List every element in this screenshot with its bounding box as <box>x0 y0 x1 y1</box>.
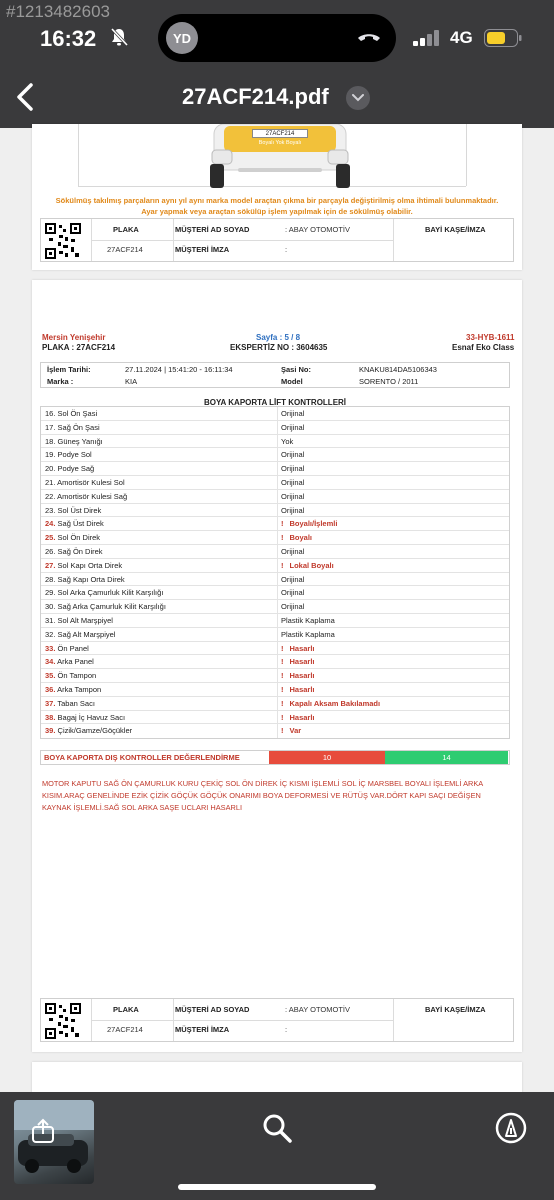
cell-divider <box>277 435 278 448</box>
caller-avatar: YD <box>166 22 198 54</box>
sig-divider <box>91 1020 393 1021</box>
check-result <box>281 450 304 459</box>
check-result-text: Orijinal <box>281 491 305 501</box>
check-result <box>281 478 304 487</box>
battery-icon <box>484 29 522 47</box>
checks-table <box>40 406 510 739</box>
home-indicator[interactable] <box>178 1184 376 1190</box>
check-name: Güneş Yanığı <box>57 436 103 446</box>
check-name: Amortisör Kulesi Sol <box>57 477 125 487</box>
date-label: İşlem Tarihi: <box>47 365 91 374</box>
check-number: 24. <box>45 519 56 529</box>
table-row <box>41 642 509 656</box>
check-number: 38. <box>45 712 56 722</box>
cell-divider <box>277 683 278 696</box>
table-row <box>41 614 509 628</box>
evaluation-good-count: 14 <box>385 751 508 764</box>
check-result <box>281 423 304 432</box>
table-row <box>41 573 509 587</box>
check-label <box>45 602 166 611</box>
share-icon[interactable] <box>30 1118 56 1144</box>
customer-sign-label: MÜŞTERİ İMZA <box>175 245 230 254</box>
alert-icon: ! <box>281 560 284 570</box>
alert-icon: ! <box>281 519 284 529</box>
check-number: 28. <box>45 574 56 584</box>
bell-slash-icon <box>110 27 128 47</box>
check-number: 36. <box>45 684 56 694</box>
check-number: 27. <box>45 560 56 570</box>
sig-divider <box>393 999 394 1041</box>
table-row <box>41 697 509 711</box>
cell-divider <box>277 407 278 420</box>
check-result <box>281 561 334 570</box>
cell-divider <box>277 476 278 489</box>
check-result-text: Boyalı <box>289 533 313 543</box>
check-number: 17. <box>45 422 56 432</box>
alert-icon: ! <box>281 533 284 543</box>
check-number: 31. <box>45 615 56 625</box>
customer-name-value: : ABAY OTOMOTİV <box>285 225 351 234</box>
check-label <box>45 533 100 542</box>
check-label <box>45 616 113 625</box>
check-label <box>45 699 95 708</box>
check-result-text: Lokal Boyalı <box>289 560 334 570</box>
check-label <box>45 506 101 515</box>
check-name: Arka Panel <box>57 657 94 667</box>
cell-divider <box>277 545 278 558</box>
cell-divider <box>277 655 278 668</box>
vehicle-info-box <box>40 362 510 388</box>
brand-label: Marka : <box>47 377 74 386</box>
check-result-text: Orijinal <box>281 450 305 460</box>
alert-icon: ! <box>281 698 284 708</box>
expert-remarks: MOTOR KAPUTU SAĞ ÖN ÇAMURLUK KURU ÇEKİÇ SOL ÖN DİREK İÇ KISMI İŞLEMLİ SOL İÇ MARSBEL BOYALI İŞLEMLİ ARKA KISIM.ARAÇ GENELİNDE EZİK ÇİZİK GÖÇÜK GÖÇÜK ONARIMI BOYA DEFORMESİ VE RÜTÜŞ VAR.DÖRT KAPI SAÇI DEĞİŞEN KAYNAK İŞLEMLİ.SAĞ SOL ARKA SAŞE UCLARI HASARLI <box>42 779 483 812</box>
check-result <box>281 575 304 584</box>
check-result-text: Orijinal <box>281 505 305 515</box>
signature-table <box>40 998 514 1042</box>
check-label <box>45 547 103 556</box>
check-label <box>45 409 97 418</box>
check-label <box>45 437 103 446</box>
branch-code: 33-HYB-1611 <box>466 333 515 342</box>
plate-line: PLAKA : 27ACF214 <box>42 343 116 352</box>
plaka-label: PLAKA <box>113 1005 139 1014</box>
check-result-text: Kapalı Aksam Bakılamadı <box>289 698 381 708</box>
check-name: Sol Alt Marşpiyel <box>57 615 113 625</box>
check-result-text: Orijinal <box>281 588 305 598</box>
cell-divider <box>277 462 278 475</box>
chassis-label: Şasi No: <box>281 365 312 374</box>
table-row <box>41 421 509 435</box>
check-label <box>45 575 125 584</box>
table-row <box>41 655 509 669</box>
document-title[interactable]: 27ACF214.pdf <box>182 84 329 109</box>
table-row <box>41 407 509 421</box>
check-name: Sol Ön Direk <box>57 533 101 543</box>
check-result <box>281 409 304 418</box>
check-result-text: Hasarlı <box>289 643 315 653</box>
check-name: Sağ Kapı Orta Direk <box>57 574 125 584</box>
table-row <box>41 711 509 725</box>
check-name: Sol Ön Şasi <box>57 409 98 418</box>
check-label <box>45 671 96 680</box>
check-result <box>281 588 304 597</box>
check-result-text: Yok <box>281 436 294 446</box>
back-chevron-icon[interactable] <box>14 82 38 112</box>
brand-value: KIA <box>125 377 138 386</box>
check-number: 20. <box>45 464 56 474</box>
check-label <box>45 561 122 570</box>
check-number: 37. <box>45 698 56 708</box>
status-time: 16:32 <box>40 26 97 51</box>
check-name: Amortisör Kulesi Sağ <box>57 491 128 501</box>
check-result-text: Plastik Kaplama <box>281 629 335 639</box>
package-name: Esnaf Eko Class <box>452 343 515 352</box>
chassis-value: KNAKU814DA5106343 <box>359 365 437 374</box>
check-number: 30. <box>45 602 56 612</box>
check-result-text: Hasarlı <box>289 657 315 667</box>
cell-divider <box>277 711 278 724</box>
check-result <box>281 671 315 680</box>
table-row <box>41 435 509 449</box>
cell-divider <box>277 614 278 627</box>
customer-sign-value: : <box>285 245 288 254</box>
plaka-value: 27ACF214 <box>107 1025 143 1034</box>
check-number: 26. <box>45 546 56 556</box>
markup-pen-icon[interactable] <box>495 1112 527 1144</box>
table-row <box>41 545 509 559</box>
check-label <box>45 726 132 735</box>
check-result-text: Hasarlı <box>289 712 315 722</box>
check-number: 18. <box>45 436 56 446</box>
notice-line-1: Sökülmüş takılmış parçaların aynı yıl aynı marka model araçtan çıkma bir parçayla değiştirilmiş olma ihtimali bulunmaktadır. <box>55 196 499 205</box>
chevron-down-icon <box>352 94 364 102</box>
check-result-text: Var <box>289 726 302 736</box>
notice-line-2: Ayar yapmak veya araçtan sökülüp işlem yapılmak için de sökülmüş olabilir. <box>141 207 413 216</box>
check-number: 23. <box>45 505 56 515</box>
check-number: 32. <box>45 629 56 639</box>
check-name: Sağ Ön Şasi <box>57 422 100 432</box>
cell-divider <box>277 517 278 530</box>
customer-sign-value: : <box>285 1025 288 1034</box>
alert-icon: ! <box>281 657 284 667</box>
check-label <box>45 685 101 694</box>
check-result-text: Orijinal <box>281 464 305 474</box>
check-label <box>45 423 100 432</box>
evaluation-label: BOYA KAPORTA DIŞ KONTROLLER DEĞERLENDİRME <box>44 753 240 762</box>
check-name: Podye Sağ <box>57 464 95 474</box>
check-result <box>281 602 304 611</box>
plaka-label: PLAKA <box>113 225 139 234</box>
evaluation-bad-count: 10 <box>269 751 385 764</box>
table-row <box>41 448 509 462</box>
table-row <box>41 628 509 642</box>
alert-icon: ! <box>281 643 284 653</box>
check-result-text: Plastik Kaplama <box>281 615 335 625</box>
top-bar <box>0 0 554 128</box>
dynamic-island[interactable] <box>158 14 396 62</box>
check-result <box>281 726 301 735</box>
plate-badge: 27ACF214 <box>252 129 308 138</box>
cell-divider <box>277 421 278 434</box>
check-result-text: Orijinal <box>281 546 305 556</box>
cell-divider <box>277 697 278 710</box>
check-number: 33. <box>45 643 56 653</box>
qr-code-icon <box>45 223 81 259</box>
check-label <box>45 630 115 639</box>
check-result <box>281 464 304 473</box>
table-row <box>41 683 509 697</box>
check-result <box>281 713 315 722</box>
check-name: Ön Tampon <box>57 671 97 681</box>
check-label <box>45 478 125 487</box>
model-value: SORENTO / 2011 <box>359 377 419 386</box>
check-number: 29. <box>45 588 56 598</box>
date-value: 27.11.2024 | 15:41:20 - 16:11:34 <box>125 365 233 374</box>
check-number: 19. <box>45 450 56 460</box>
diagram-frame-left <box>78 124 79 186</box>
cell-divider <box>277 600 278 613</box>
check-result <box>281 519 337 528</box>
check-label <box>45 464 94 473</box>
table-row <box>41 600 509 614</box>
check-name: Sağ Üst Direk <box>57 519 104 529</box>
check-number: 34. <box>45 657 56 667</box>
check-name: Sol Üst Direk <box>57 505 102 515</box>
check-name: Taban Sacı <box>57 698 95 708</box>
cell-divider <box>277 504 278 517</box>
check-label <box>45 644 89 653</box>
check-result-text: Orijinal <box>281 477 305 487</box>
sig-divider <box>393 219 394 261</box>
check-name: Sağ Alt Marşpiyel <box>57 629 116 639</box>
check-number: 21. <box>45 477 56 487</box>
alert-icon: ! <box>281 726 284 736</box>
title-menu-button[interactable] <box>346 86 370 110</box>
section-title: BOYA KAPORTA LİFT KONTROLLERİ <box>203 398 347 407</box>
check-result <box>281 547 304 556</box>
table-row <box>41 669 509 683</box>
check-label <box>45 519 104 528</box>
table-row <box>41 531 509 545</box>
check-name: Sağ Arka Çamurluk Kilit Karşılığı <box>57 602 166 612</box>
alert-icon: ! <box>281 671 284 681</box>
check-result <box>281 657 315 666</box>
customer-name-label: MÜŞTERİ AD SOYAD <box>175 225 250 234</box>
check-name: Sol Kapı Orta Direk <box>57 560 123 570</box>
plaka-value: 27ACF214 <box>107 245 143 254</box>
customer-name-value: : ABAY OTOMOTİV <box>285 1005 351 1014</box>
model-label: Model <box>281 377 303 386</box>
cell-divider <box>277 669 278 682</box>
check-result-text: Hasarlı <box>289 684 315 694</box>
check-result-text: Orijinal <box>281 602 305 612</box>
sig-divider <box>91 240 393 241</box>
check-label <box>45 657 94 666</box>
alert-icon: ! <box>281 712 284 722</box>
table-row <box>41 517 509 531</box>
check-result-text: Boyalı/İşlemli <box>289 519 338 529</box>
cell-divider <box>277 559 278 572</box>
cell-divider <box>277 573 278 586</box>
cell-divider <box>277 490 278 503</box>
check-label <box>45 588 163 597</box>
table-row <box>41 476 509 490</box>
cell-divider <box>277 531 278 544</box>
check-result-text: Hasarlı <box>289 671 315 681</box>
check-number: 25. <box>45 533 56 543</box>
table-row <box>41 724 509 738</box>
pdf-page-current <box>32 280 522 1052</box>
check-name: Arka Tampon <box>57 684 102 694</box>
cell-divider <box>277 724 278 738</box>
dealer-label: BAYİ KAŞE/İMZA <box>425 1005 486 1014</box>
check-name: Podye Sol <box>57 450 92 460</box>
check-result <box>281 492 304 501</box>
signature-table <box>40 218 514 262</box>
check-result <box>281 533 312 542</box>
table-row <box>41 490 509 504</box>
check-result-text: Orijinal <box>281 409 305 418</box>
check-name: Ön Panel <box>57 643 89 653</box>
dealer-label: BAYİ KAŞE/İMZA <box>425 225 486 234</box>
check-name: Sol Arka Çamurluk Kilit Karşılığı <box>57 588 164 598</box>
check-result <box>281 644 315 653</box>
table-row <box>41 559 509 573</box>
check-result-text: Orijinal <box>281 574 305 584</box>
branch-name: Mersin Yenişehir <box>42 333 106 342</box>
check-result <box>281 616 335 625</box>
customer-sign-label: MÜŞTERİ İMZA <box>175 1025 230 1034</box>
check-label <box>45 450 92 459</box>
cell-divider <box>277 642 278 655</box>
check-name: Sağ Ön Direk <box>57 546 103 556</box>
diagram-frame-right <box>466 124 467 186</box>
check-label <box>45 492 127 501</box>
table-row <box>41 586 509 600</box>
network-type: 4G <box>450 28 473 47</box>
check-result <box>281 506 304 515</box>
table-row <box>41 504 509 518</box>
watermark: #1213482603 <box>6 2 111 21</box>
check-result <box>281 699 380 708</box>
signal-icon <box>413 30 441 46</box>
cell-divider <box>277 448 278 461</box>
check-name: Çizik/Gamze/Göçükler <box>57 726 133 736</box>
check-result <box>281 437 293 446</box>
alert-icon: ! <box>281 684 284 694</box>
check-number: 35. <box>45 671 56 681</box>
phone-end-icon[interactable] <box>356 29 382 47</box>
report-number: EKSPERTİZ NO : 3604635 <box>230 343 328 352</box>
page-indicator: Sayfa : 5 / 8 <box>256 333 301 342</box>
check-number: 22. <box>45 491 56 501</box>
qr-code-icon <box>45 1003 81 1039</box>
page-thumbnail[interactable] <box>14 1100 94 1184</box>
customer-name-label: MÜŞTERİ AD SOYAD <box>175 1005 250 1014</box>
check-number: 39. <box>45 726 56 736</box>
check-name: Bagaj İç Havuz Sacı <box>57 712 126 722</box>
cell-divider <box>277 628 278 641</box>
table-row <box>41 462 509 476</box>
check-result <box>281 630 335 639</box>
pdf-page-previous <box>32 124 522 270</box>
cell-divider <box>277 586 278 599</box>
check-result-text: Orijinal <box>281 422 305 432</box>
check-result <box>281 685 315 694</box>
check-number: 16. <box>45 409 56 418</box>
search-icon[interactable] <box>261 1112 293 1144</box>
check-label <box>45 713 125 722</box>
plate-badge-legend: Boyalı Yok Boyalı <box>258 140 302 146</box>
